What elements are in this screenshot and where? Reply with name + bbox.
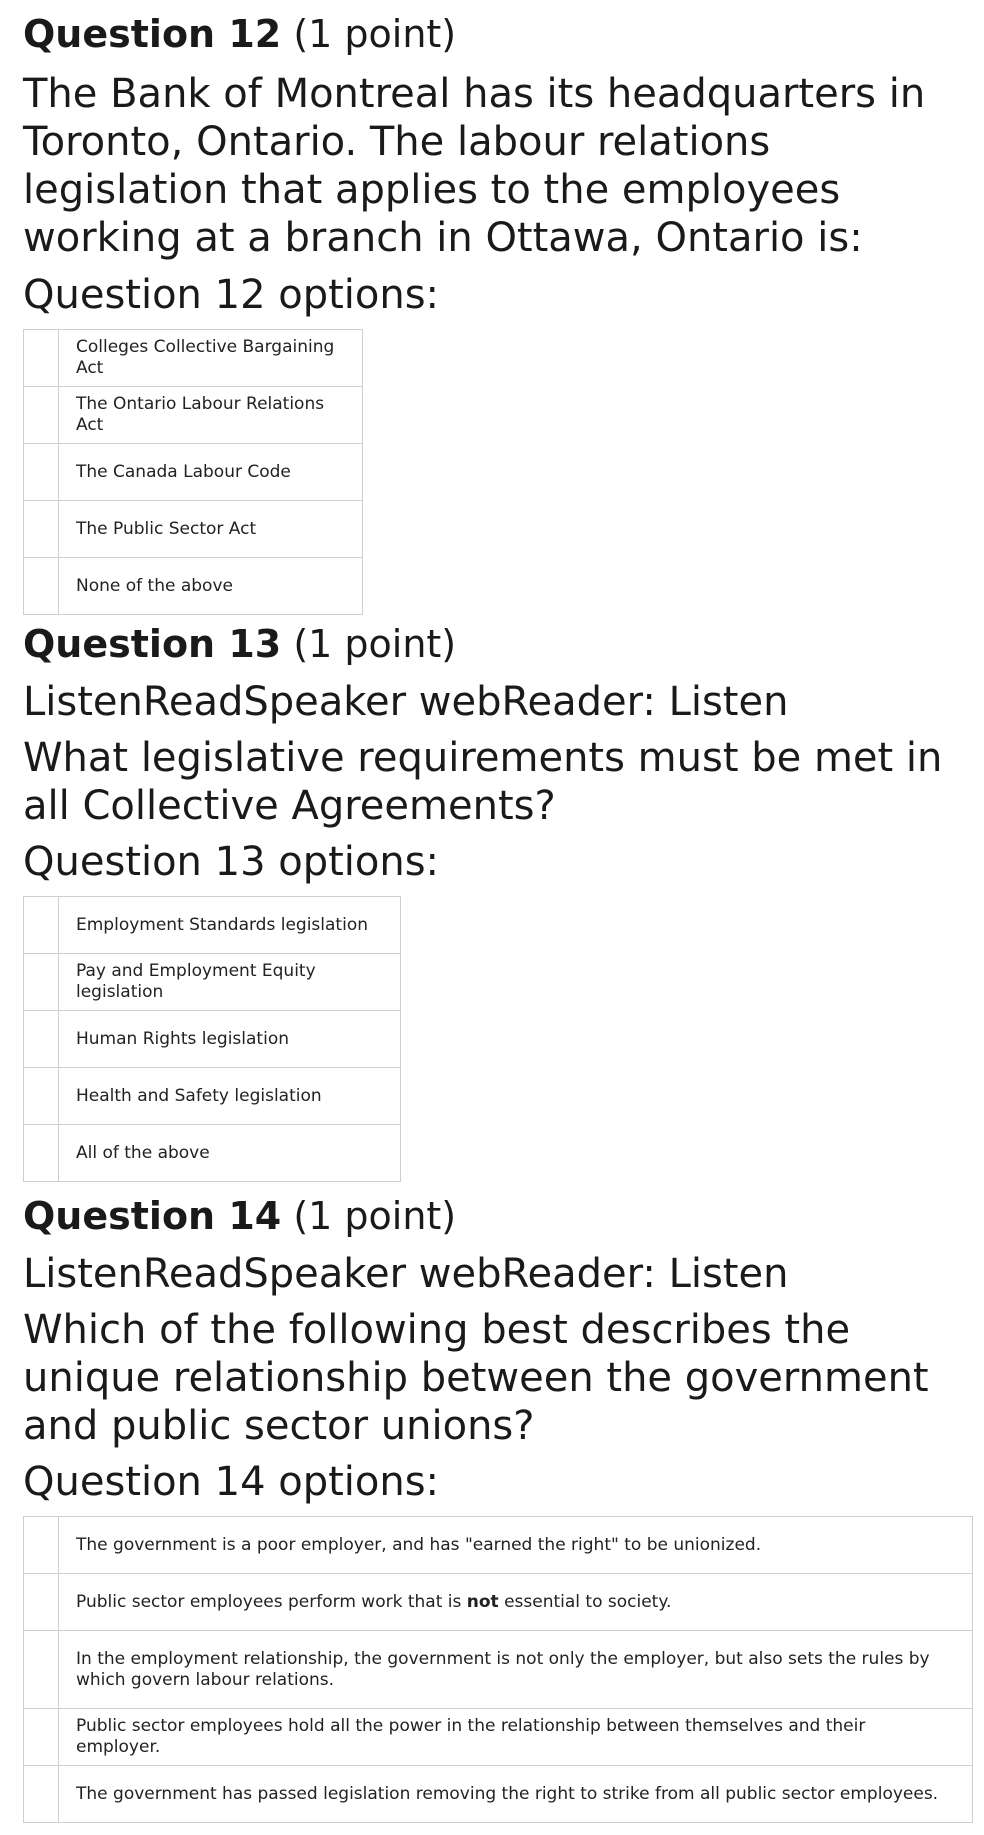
question-heading (23, 10, 973, 58)
option-row[interactable] (24, 1709, 973, 1766)
option-label: Health and Safety legislation (59, 1068, 401, 1125)
option-radio[interactable] (24, 387, 59, 444)
question-text: The Bank of Montreal has its headquarters in Toronto, Ontario. The labour relations legislation that applies to the employees working at a branch in Ottawa, Ontario is: (23, 71, 926, 261)
option-row[interactable] (24, 1517, 973, 1574)
option-row[interactable] (24, 1125, 401, 1182)
option-row[interactable] (24, 1011, 401, 1068)
option-label: The Canada Labour Code (59, 444, 363, 501)
option-radio[interactable] (24, 897, 59, 954)
option-label: All of the above (59, 1125, 401, 1182)
option-radio[interactable] (24, 1709, 59, 1766)
option-radio[interactable] (24, 1631, 59, 1709)
options-table (23, 329, 363, 615)
option-label: Human Rights legislation (59, 1011, 401, 1068)
options-label: Question 13 options: (23, 839, 440, 885)
question-heading (23, 620, 973, 668)
option-radio[interactable] (24, 1574, 59, 1631)
option-radio[interactable] (24, 1011, 59, 1068)
option-radio[interactable] (24, 1125, 59, 1182)
option-row[interactable] (24, 501, 363, 558)
option-row[interactable] (24, 444, 363, 501)
option-row[interactable] (24, 387, 363, 444)
option-radio[interactable] (24, 1068, 59, 1125)
option-label: Colleges Collective Bargaining Act (59, 330, 363, 387)
question-text: Which of the following best describes the unique relationship between the government and public sector unions? (23, 1307, 929, 1449)
question-points: (1 point) (293, 12, 457, 56)
option-label: None of the above (59, 558, 363, 615)
option-radio[interactable] (24, 558, 59, 615)
option-text-start: Public sector employees perform work that is (76, 1591, 467, 1612)
option-row[interactable] (24, 558, 363, 615)
option-radio[interactable] (24, 954, 59, 1011)
option-row[interactable] (24, 954, 401, 1011)
option-row[interactable] (24, 1631, 973, 1709)
option-text-end: essential to society. (498, 1591, 672, 1612)
option-label: Employment Standards legislation (59, 897, 401, 954)
options-label: Question 14 options: (23, 1459, 440, 1505)
option-radio[interactable] (24, 330, 59, 387)
option-text-emphasis: not (466, 1591, 499, 1612)
options-table (23, 1516, 973, 1823)
option-row[interactable] (24, 897, 401, 954)
options-label: Question 12 options: (23, 272, 440, 318)
question-14 (23, 1192, 973, 1823)
question-13 (23, 620, 973, 1182)
question-points: (1 point) (293, 622, 457, 666)
option-row[interactable] (24, 1574, 973, 1631)
option-row[interactable] (24, 330, 363, 387)
option-radio[interactable] (24, 1517, 59, 1574)
option-label: Public sector employees hold all the power in the relationship between themselves and their employer. (59, 1709, 973, 1766)
listen-button[interactable]: ListenReadSpeaker webReader: Listen (23, 679, 789, 725)
option-radio[interactable] (24, 501, 59, 558)
option-row[interactable] (24, 1068, 401, 1125)
option-label: In the employment relationship, the government is not only the employer, but also sets the rules by which govern labour relations. (59, 1631, 973, 1709)
option-label: The government has passed legislation removing the right to strike from all public sector employees. (59, 1766, 973, 1823)
option-label: The Ontario Labour Relations Act (59, 387, 363, 444)
option-label: Pay and Employment Equity legislation (59, 954, 401, 1011)
option-radio[interactable] (24, 444, 59, 501)
question-points: (1 point) (293, 1194, 457, 1238)
question-number: Question 14 (23, 1194, 282, 1238)
question-number: Question 12 (23, 12, 282, 56)
question-12 (23, 10, 973, 615)
option-label: The Public Sector Act (59, 501, 363, 558)
listen-button[interactable]: ListenReadSpeaker webReader: Listen (23, 1251, 789, 1297)
question-heading (23, 1192, 973, 1240)
option-label: The government is a poor employer, and has "earned the right" to be unionized. (59, 1517, 973, 1574)
question-text: What legislative requirements must be met in all Collective Agreements? (23, 735, 943, 829)
option-radio[interactable] (24, 1766, 59, 1823)
option-label (59, 1574, 973, 1631)
options-table (23, 896, 401, 1182)
question-number: Question 13 (23, 622, 282, 666)
option-row[interactable] (24, 1766, 973, 1823)
